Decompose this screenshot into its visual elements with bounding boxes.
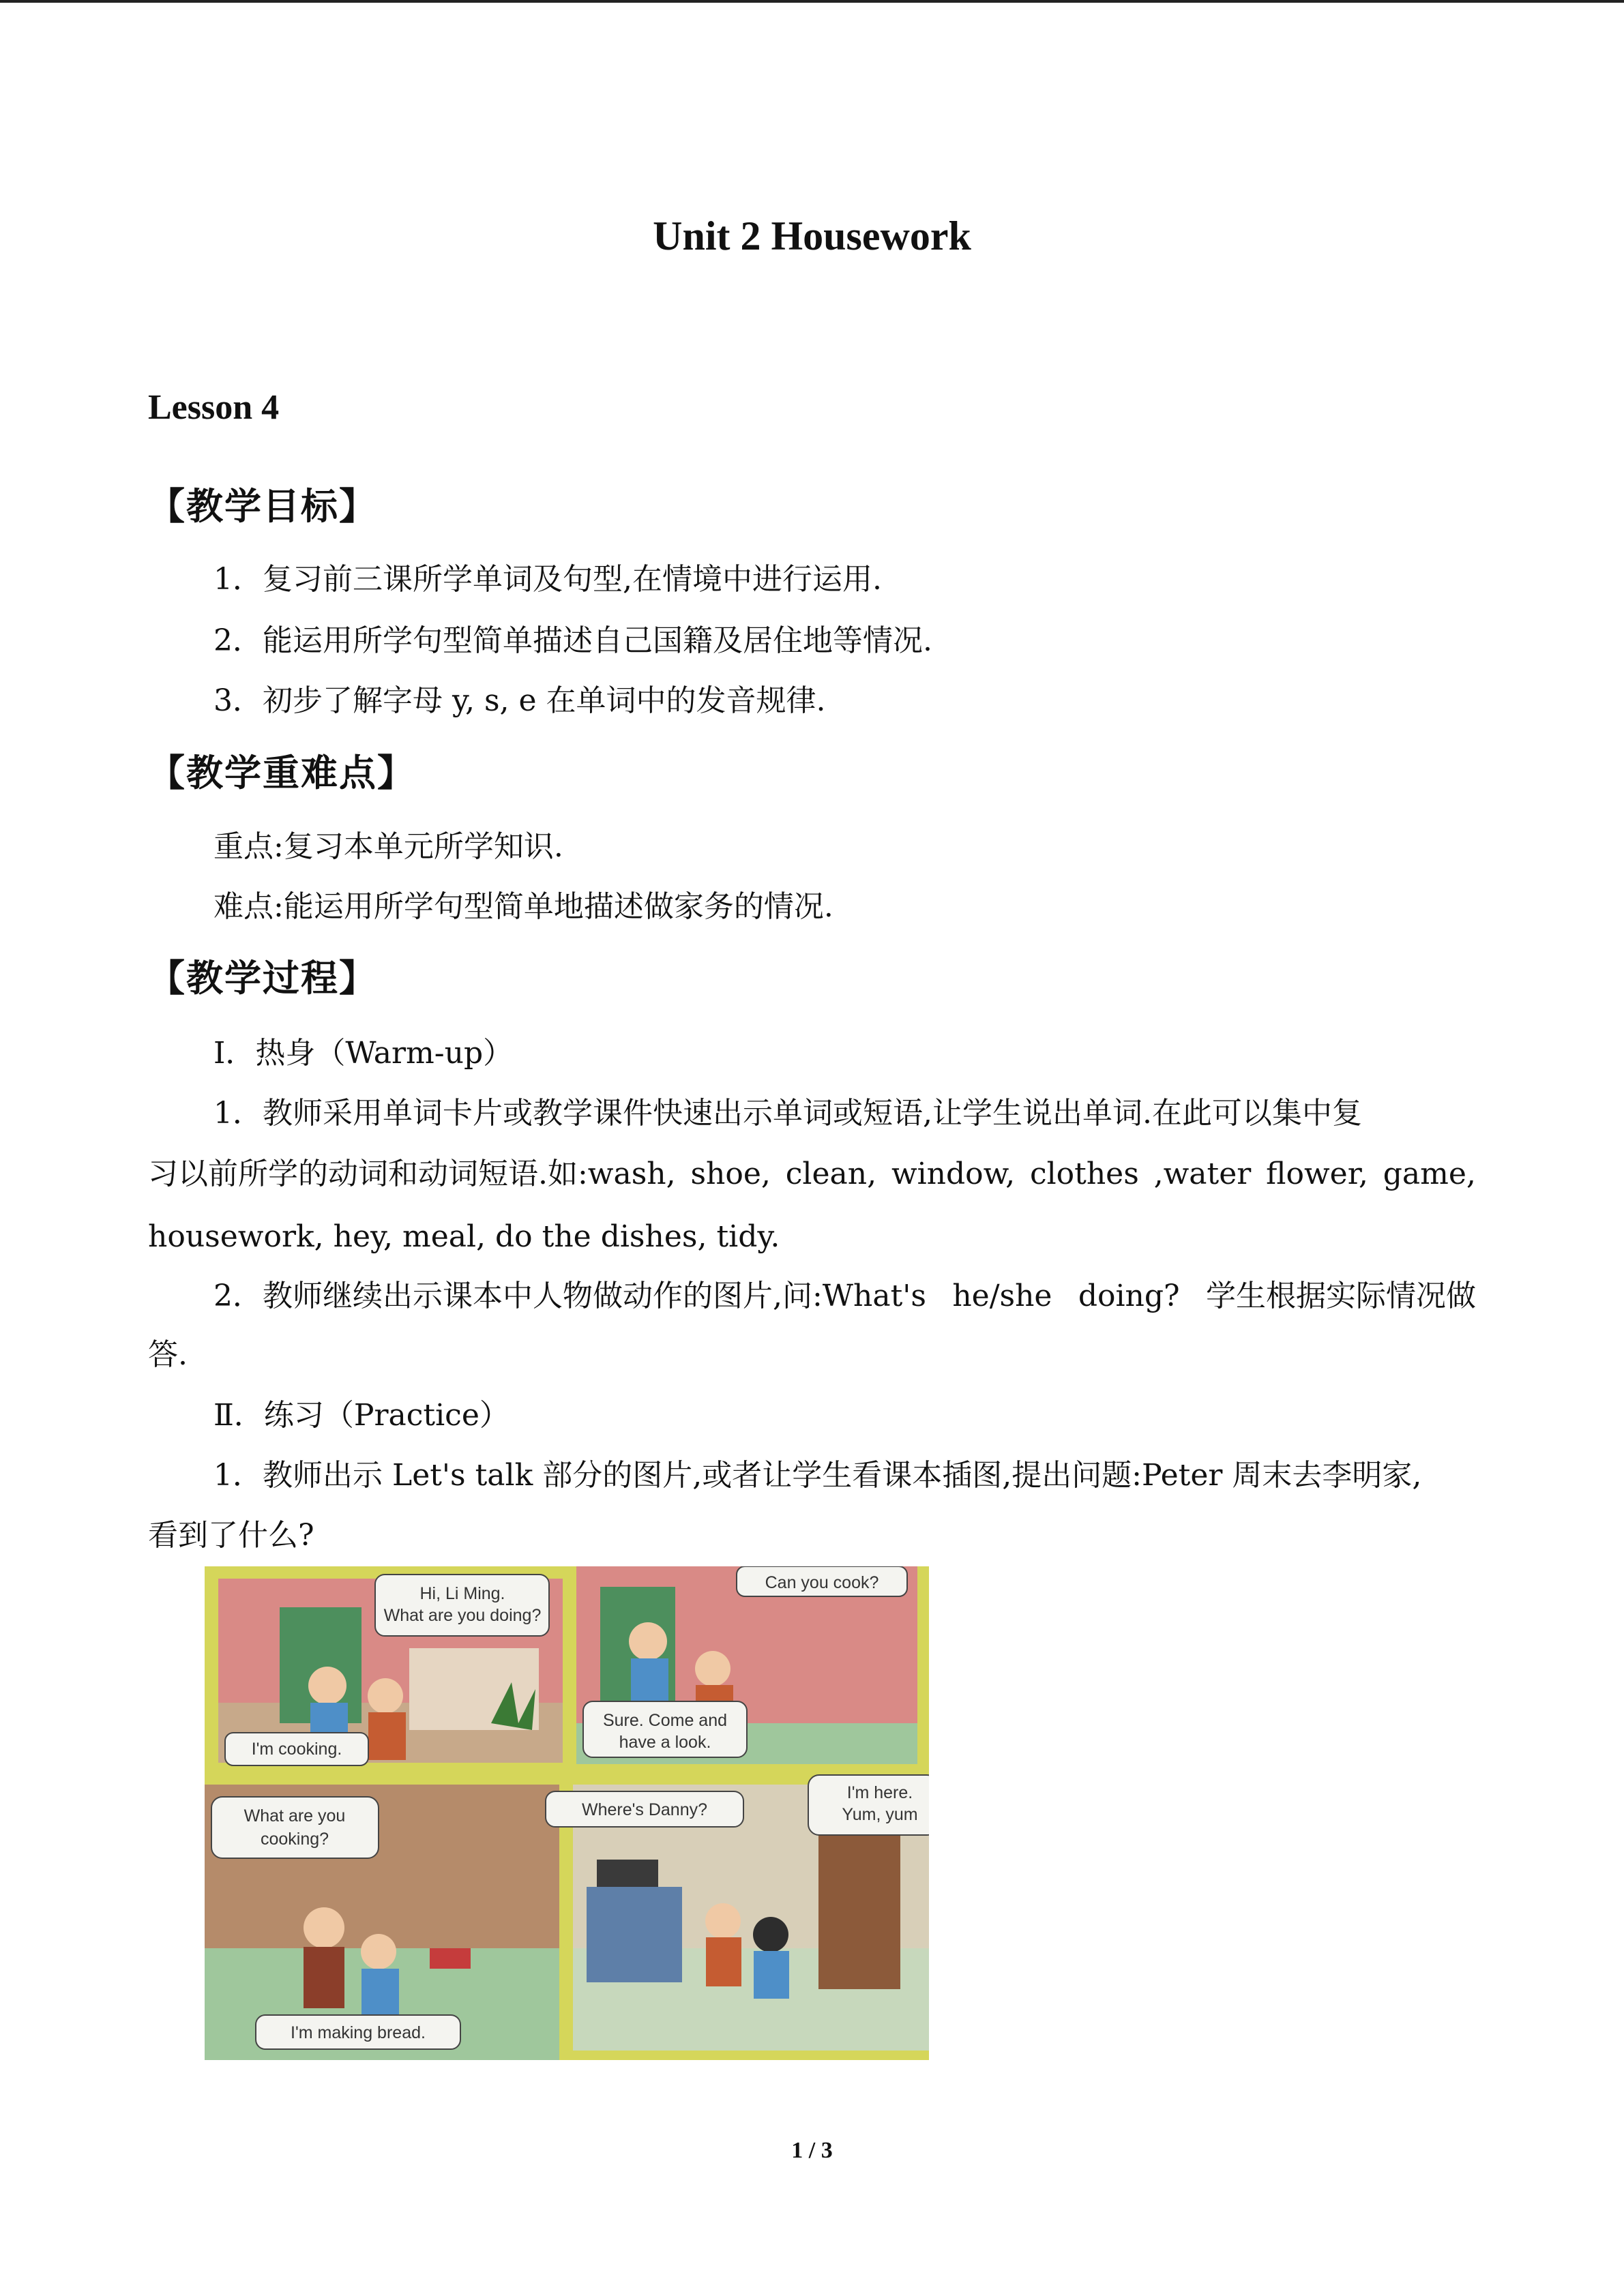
bubble-text: I'm making bread.	[291, 2023, 426, 2042]
page-number: 1 / 3	[791, 2138, 833, 2163]
practice-step-1-line-1: 1．教师出示 Let's talk 部分的图片,或者让学生看课本插图,提出问题:Peter 周末去李明家,	[213, 1458, 1422, 1493]
bubble-text: What are you doing?	[383, 1606, 542, 1625]
word: 习以前所学的动词和动词短语.如:wash,	[148, 1157, 676, 1191]
word: flower,	[1266, 1157, 1368, 1191]
bubble-text: Where's Danny?	[581, 1800, 708, 1819]
comic-illustration	[205, 1566, 929, 2060]
word: game,	[1383, 1157, 1476, 1191]
comic-panel-2	[576, 1566, 917, 1764]
bubble-text: Sure. Come and	[602, 1711, 728, 1730]
key-points-heading: 【教学重难点】	[148, 751, 415, 794]
process-heading: 【教学过程】	[148, 957, 377, 1000]
objective-item-3: 3．初步了解字母 y, s, e 在单词中的发音规律.	[213, 683, 826, 718]
objectives-heading: 【教学目标】	[148, 485, 377, 528]
bubble-text: What are you	[243, 1806, 346, 1825]
word: window,	[891, 1157, 1016, 1191]
objective-item-2: 2．能运用所学句型简单描述自己国籍及居住地等情况.	[213, 623, 932, 658]
bubble-text: I'm here.	[846, 1783, 913, 1802]
comic-panel-4	[546, 1775, 929, 2051]
lets-talk-comic-image	[205, 1566, 929, 2060]
warmup-step-1-line-3: housework, hey, meal, do the dishes, tidy.	[148, 1219, 780, 1254]
word: clean,	[785, 1157, 877, 1191]
comic-panel-3	[205, 1785, 559, 2060]
warmup-step-1-line-1: 1．教师采用单词卡片或教学课件快速出示单词或短语,让学生说出单词.在此可以集中复	[213, 1096, 1362, 1131]
comic-panel-1	[218, 1575, 563, 1765]
document-title: Unit 2 Housework	[653, 213, 971, 258]
bubble-text: I'm cooking.	[251, 1740, 342, 1759]
objective-item-1: 1．复习前三课所学单词及句型,在情境中进行运用.	[213, 562, 882, 597]
word: clothes	[1029, 1157, 1139, 1191]
key-point-item-1: 重点:复习本单元所学知识.	[213, 829, 563, 864]
difficult-point-item: 难点:能运用所学句型简单地描述做家务的情况.	[213, 889, 833, 924]
warmup-step-2-line-2: 答.	[148, 1337, 188, 1372]
lesson-heading: Lesson 4	[148, 388, 280, 427]
word: 2．教师继续出示课本中人物做动作的图片,问:What's	[213, 1279, 926, 1313]
word: ,water	[1153, 1157, 1252, 1191]
word: shoe,	[690, 1157, 771, 1191]
bubble-text: Can you cook?	[765, 1573, 879, 1592]
practice-title: Ⅱ．练习（Practice）	[213, 1398, 510, 1433]
warmup-title: Ⅰ．热身（Warm-up）	[213, 1036, 514, 1071]
bubble-text: have a look.	[619, 1733, 711, 1752]
warmup-step-1-line-2	[148, 1158, 1476, 1191]
warmup-step-2-line-1	[213, 1280, 1476, 1313]
word: doing?	[1078, 1279, 1180, 1313]
practice-step-1-line-2: 看到了什么?	[148, 1518, 314, 1553]
word: he/she	[952, 1279, 1052, 1313]
bubble-text: Yum, yum	[842, 1805, 918, 1824]
bubble-text: Hi, Li Ming.	[419, 1584, 505, 1603]
word: 学生根据实际情况做	[1206, 1279, 1476, 1313]
bubble-text: cooking?	[260, 1830, 329, 1849]
